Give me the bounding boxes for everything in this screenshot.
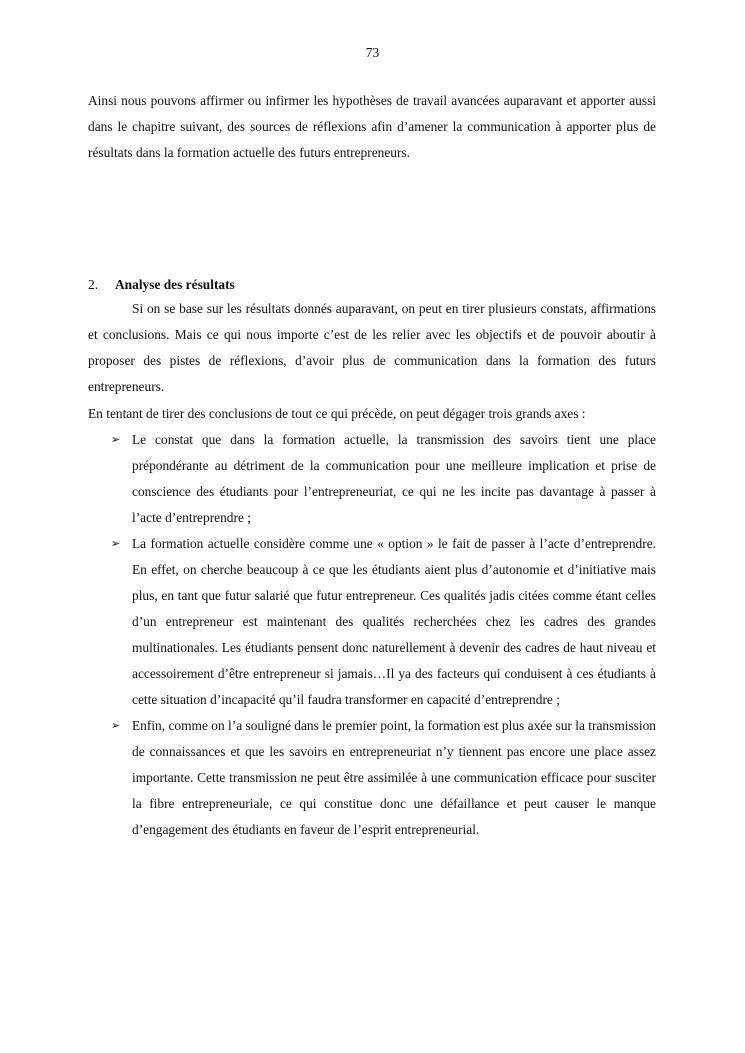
section-title: Analyse des résultats [115, 277, 235, 292]
bullet-item [0, 713, 745, 843]
bullet-text: Le constat que dans la formation actuelle, la transmission des savoirs tient une place prépondérante au détriment de la communication pour une meilleure implication et prise de conscience des étudiants pour l’entrepreneuriat, ce qui ne les incite pas davantage à passer à l’acte d’entreprendre ; [132, 432, 656, 525]
arrow-bullet-icon: ➢ [111, 433, 121, 446]
bullet-item [0, 427, 745, 531]
arrow-bullet-icon: ➢ [111, 719, 121, 732]
analysis-paragraph: Si on se base sur les résultats donnés auparavant, on peut en tirer plusieurs constats, affirmations et conclusions. Mais ce qui nous importe c’est de les relier avec les objectifs et de pouvoir aboutir à proposer des pistes de réflexions, d’avoir plus de communication dans la formation des futurs entrepreneurs. [88, 301, 656, 394]
bullet-text: Enfin, comme on l’a souligné dans le premier point, la formation est plus axée sur la transmission de connaissances et que les savoirs en entrepreneuriat n’y tiennent pas encore une place assez importante. Cette transmission ne peut être assimilée à une communication efficace pour susciter la fibre entrepreneuriale, ce qui constitue donc une défaillance et peut causer le manque d’engagement des étudiants en faveur de l’esprit entrepreneurial. [132, 718, 656, 837]
intro-paragraph: Ainsi nous pouvons affirmer ou infirmer les hypothèses de travail avancées auparavant et apporter aussi dans le chapitre suivant, des sources de réflexions afin d’amener la communication à apporter plus de résultats dans la formation actuelle des futurs entrepreneurs. [88, 93, 656, 160]
section-heading [88, 275, 656, 295]
axes-bullet-list [0, 427, 745, 843]
bullet-text: La formation actuelle considère comme une « option » le fait de passer à l’acte d’entreprendre. En effet, on cherche beaucoup à ce que les étudiants aient plus d’autonomie et d’initiative mais plus, en tant que futur salarié que futur entrepreneur. Ces qualités jadis citées comme étant celles d’un entrepreneur est maintenant des qualités recherchées chez les cadres des grandes multinationales. Les étudiants pensent donc naturellement à devenir des cadres de haut niveau et accessoirement d’être entrepreneur si jamais…Il ya des facteurs qui conduisent à ces étudiants à cette situation d’incapacité qu’il faudra transformer en capacité d’entreprendre ; [132, 536, 656, 707]
page-number: 73 [365, 45, 380, 60]
axes-intro-paragraph: En tentant de tirer des conclusions de tout ce qui précède, on peut dégager trois grands axes : [88, 406, 586, 421]
bullet-item [0, 531, 745, 713]
arrow-bullet-icon: ➢ [111, 537, 121, 550]
section-number: 2. [88, 277, 99, 292]
